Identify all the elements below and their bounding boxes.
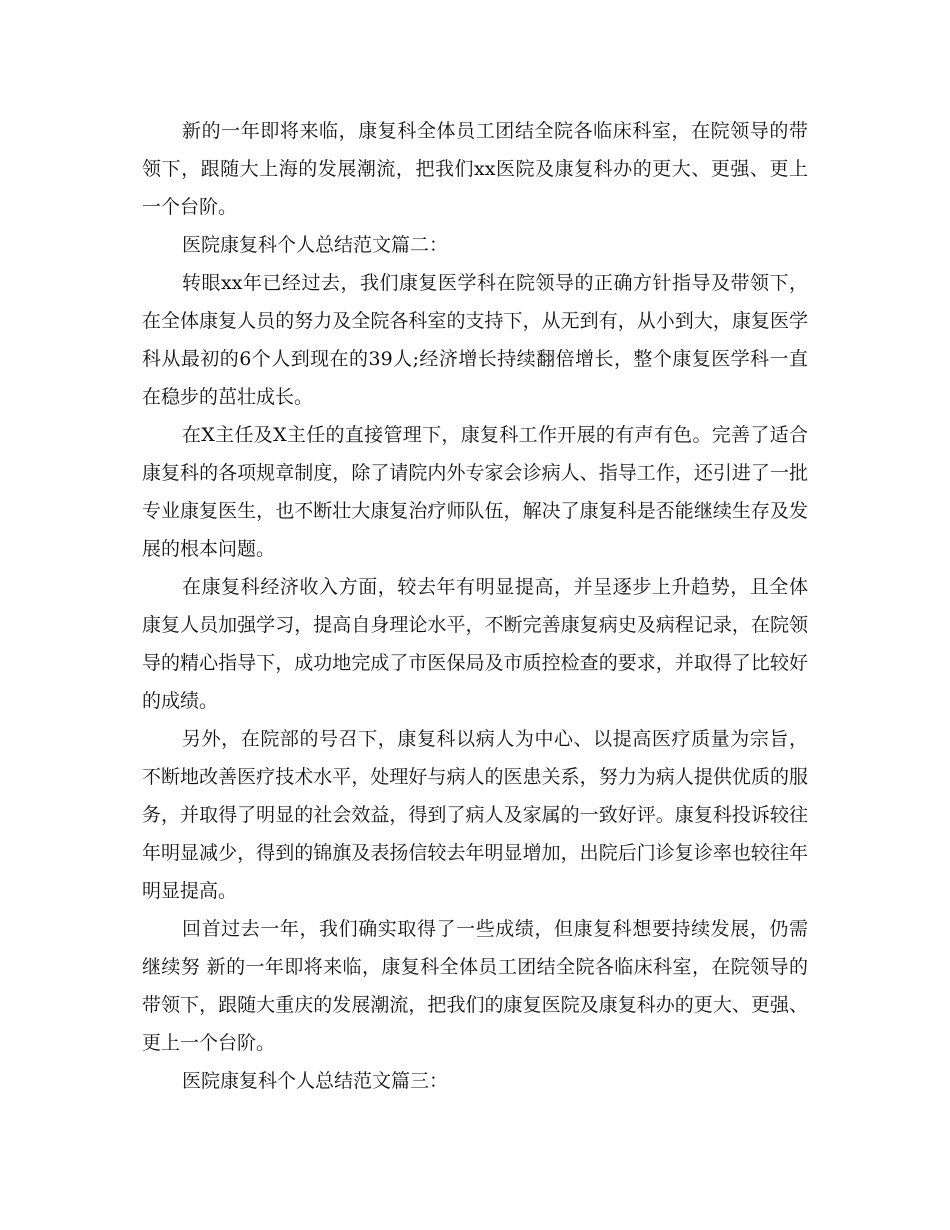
paragraph-economic-income: 在康复科经济收入方面，较去年有明显提高，并呈逐步上升趋势，且全体康复人员加强学习，提高自身理论水平，不断完善康复病史及病程记录，在院领导的精心指导下，成功地完成了市医保局及市质控检查的要求，并取得了比较好的成绩。 [142, 576, 808, 712]
paragraph-closing-intro: 新的一年即将来临，康复科全体员工团结全院各临床科室，在院领导的带领下，跟随大上海的发展潮流，把我们xx医院及康复科办的更大、更强、更上一个台阶。 [142, 120, 808, 218]
paragraph-management: 在X主任及X主任的直接管理下，康复科工作开展的有声有色。完善了适合康复科的各项规章制度，除了请院内外专家会诊病人、指导工作，还引进了一批专业康复医生，也不断壮大康复治疗师队伍，解决了康复科是否能继续生存及发展的根本问题。 [142, 424, 808, 560]
section-heading-part-two: 医院康复科个人总结范文篇二： [182, 234, 449, 256]
paragraph-looking-back: 回首过去一年，我们确实取得了一些成绩，但康复科想要持续发展，仍需继续努 新的一年即将来临，康复科全体员工团结全院各临床科室，在院领导的带领下，跟随大重庆的发展潮流，把我们的康复医院及康复科办的更大、更强、更上一个台阶。 [142, 918, 808, 1054]
paragraph-year-review: 转眼xx年已经过去，我们康复医学科在院领导的正确方针指导及带领下，在全体康复人员的努力及全院各科室的支持下，从无到有，从小到大，康复医学科从最初的6个人到现在的39人;经济增长持续翻倍增长，整个康复医学科一直在稳步的茁壮成长。 [142, 272, 808, 408]
section-heading-part-three: 医院康复科个人总结范文篇三： [182, 1070, 449, 1092]
document-page [142, 112, 808, 1100]
paragraph-service-quality: 另外，在院部的号召下，康复科以病人为中心、以提高医疗质量为宗旨，不断地改善医疗技术水平，处理好与病人的医患关系，努力为病人提供优质的服务，并取得了明显的社会效益，得到了病人及家属的一致好评。康复科投诉较往年明显减少，得到的锦旗及表扬信较去年明显增加，出院后门诊复诊率也较往年明显提高。 [142, 728, 808, 902]
